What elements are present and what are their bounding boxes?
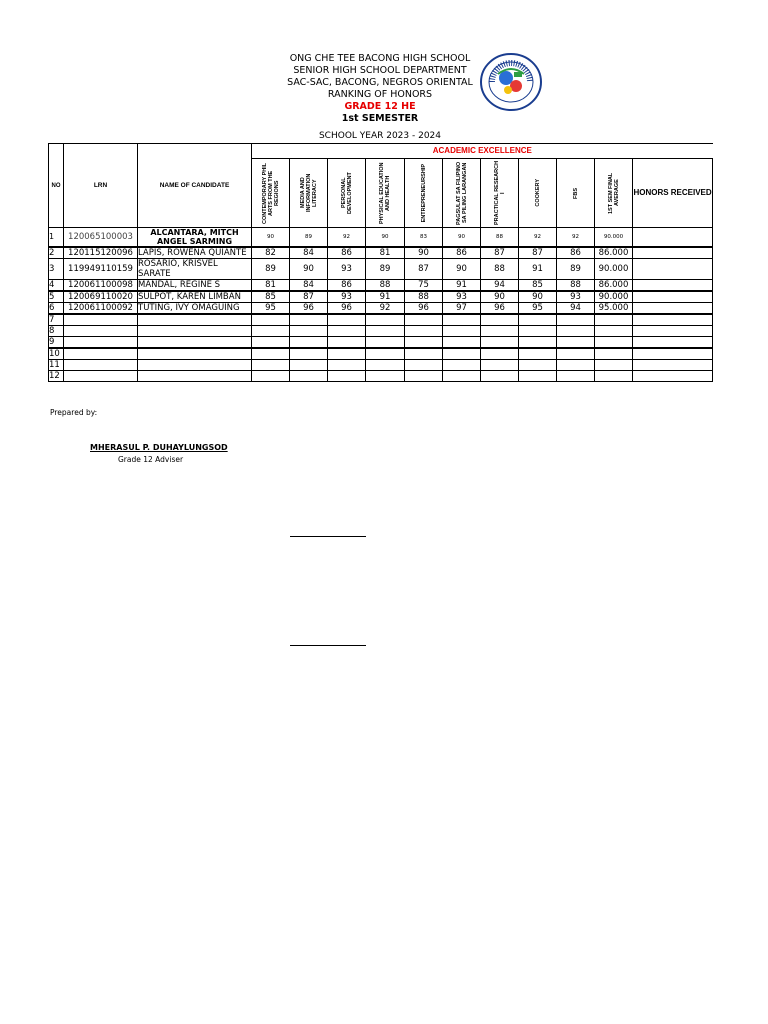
grade-cell: 88 <box>557 280 595 292</box>
candidate-name <box>138 348 252 360</box>
honors-cell <box>633 326 713 337</box>
grade-cell <box>252 314 290 326</box>
grade-cell: 90 <box>405 247 443 259</box>
candidate-name: ALCANTARA, MITCH ANGEL SARMING <box>138 228 252 248</box>
grade-cell: 83 <box>405 228 443 248</box>
row-number: 1 <box>49 228 64 248</box>
grade-cell: 86 <box>328 280 366 292</box>
grade-cell <box>252 326 290 337</box>
grade-cell: 90 <box>252 228 290 248</box>
school-header <box>250 53 510 125</box>
grade-cell: 75 <box>405 280 443 292</box>
grade-cell <box>481 314 519 326</box>
table-row <box>49 337 713 349</box>
grade-cell <box>557 360 595 371</box>
grade-cell: 93 <box>328 259 366 280</box>
adviser-role: Grade 12 Adviser <box>118 455 184 464</box>
subject-header: COOKERY <box>519 159 557 228</box>
row-number: 4 <box>49 280 64 292</box>
grade-cell: 84 <box>290 280 328 292</box>
grade-cell: 84 <box>290 247 328 259</box>
honors-cell <box>633 291 713 303</box>
row-number: 2 <box>49 247 64 259</box>
grade-cell: 96 <box>405 303 443 315</box>
grade-cell <box>366 337 405 349</box>
final-average-cell: 86.000 <box>595 280 633 292</box>
grade-cell: 88 <box>481 259 519 280</box>
grade-cell: 87 <box>481 247 519 259</box>
grade-cell <box>405 326 443 337</box>
grade-cell <box>290 337 328 349</box>
grade-cell <box>290 314 328 326</box>
final-average-cell <box>595 337 633 349</box>
grade-cell <box>366 360 405 371</box>
table-row <box>49 314 713 326</box>
grade-cell <box>366 371 405 382</box>
candidate-name: TUTING, IVY OMAGUING <box>138 303 252 315</box>
grade-cell <box>290 326 328 337</box>
subject-header: PRACTICAL RESEARCH I <box>481 159 519 228</box>
grade-cell <box>443 360 481 371</box>
final-average-cell <box>595 314 633 326</box>
grade-cell <box>290 360 328 371</box>
grade-cell <box>557 371 595 382</box>
honors-cell <box>633 314 713 326</box>
grade-cell <box>252 371 290 382</box>
grade-cell <box>290 371 328 382</box>
table-row <box>49 291 713 303</box>
grade-cell: 86 <box>443 247 481 259</box>
final-average-cell: 95.000 <box>595 303 633 315</box>
table-row <box>49 280 713 292</box>
grade-cell: 88 <box>366 280 405 292</box>
final-average-cell: 90.000 <box>595 259 633 280</box>
grade-cell: 86 <box>328 247 366 259</box>
grade-cell <box>366 326 405 337</box>
grade-cell <box>252 360 290 371</box>
candidate-name <box>138 371 252 382</box>
lrn-cell: 120061100092 <box>64 303 138 315</box>
grade-cell <box>405 360 443 371</box>
grade-cell <box>328 314 366 326</box>
candidate-name: MANDAL, REGINE S <box>138 280 252 292</box>
grade-cell <box>328 348 366 360</box>
academic-excellence-header: ACADEMIC EXCELLENCE <box>252 144 713 159</box>
school-year: SCHOOL YEAR 2023 - 2024 <box>318 131 442 141</box>
subject-header: ENTREPRENEURSHIP <box>405 159 443 228</box>
grade-cell <box>519 337 557 349</box>
table-row <box>49 371 713 382</box>
final-average-header: 1ST SEM FINAL AVERAGE <box>595 159 633 228</box>
grade-cell: 92 <box>366 303 405 315</box>
grade-cell: 92 <box>557 228 595 248</box>
table-row <box>49 348 713 360</box>
prepared-by-label: Prepared by: <box>50 408 98 417</box>
grade-cell <box>328 360 366 371</box>
row-number: 8 <box>49 326 64 337</box>
lrn-cell <box>64 360 138 371</box>
grade-cell <box>443 326 481 337</box>
lrn-cell <box>64 348 138 360</box>
subject-header: PHYSICAL EDUCATION AND HEALTH <box>366 159 405 228</box>
final-average-cell <box>595 371 633 382</box>
grade-cell: 81 <box>252 280 290 292</box>
grade-cell <box>443 314 481 326</box>
honors-received-header: HONORS RECEIVED <box>633 159 713 228</box>
grade-cell: 85 <box>519 280 557 292</box>
department: SENIOR HIGH SCHOOL DEPARTMENT <box>293 65 467 76</box>
row-number: 12 <box>49 371 64 382</box>
grade-cell: 97 <box>443 303 481 315</box>
row-number: 5 <box>49 291 64 303</box>
grade-cell: 96 <box>290 303 328 315</box>
table-row <box>49 360 713 371</box>
signature-line <box>290 536 366 537</box>
grade-cell <box>328 326 366 337</box>
col-lrn-header: LRN <box>64 144 138 228</box>
honors-cell <box>633 303 713 315</box>
final-average-cell: 86.000 <box>595 247 633 259</box>
final-average-cell <box>595 348 633 360</box>
grade-cell: 92 <box>328 228 366 248</box>
grade-cell <box>557 314 595 326</box>
signature-line <box>290 645 366 646</box>
grade-cell: 88 <box>405 291 443 303</box>
table-row <box>49 326 713 337</box>
grade-cell <box>252 348 290 360</box>
grade-cell: 92 <box>519 228 557 248</box>
grade-cell: 82 <box>252 247 290 259</box>
grade-cell <box>481 360 519 371</box>
grade-cell: 89 <box>557 259 595 280</box>
grade-cell <box>252 337 290 349</box>
grade-cell <box>519 360 557 371</box>
grade-cell: 88 <box>481 228 519 248</box>
grade-cell <box>481 337 519 349</box>
grade-cell: 87 <box>290 291 328 303</box>
subject-header: PAGSULAT SA FILIPINO SA PILING LARANGAN <box>443 159 481 228</box>
candidate-name <box>138 326 252 337</box>
candidate-name: SULPOT, KAREN LIMBAN <box>138 291 252 303</box>
grade-cell: 86 <box>557 247 595 259</box>
honors-cell <box>633 371 713 382</box>
final-average-cell: 90.000 <box>595 291 633 303</box>
lrn-cell: 120069110020 <box>64 291 138 303</box>
ranking-table <box>48 143 713 382</box>
lrn-cell <box>64 337 138 349</box>
grade-cell: 87 <box>519 247 557 259</box>
grade-cell <box>481 326 519 337</box>
grade-cell <box>405 314 443 326</box>
final-average-cell <box>595 360 633 371</box>
grade-cell <box>557 348 595 360</box>
grade-cell <box>405 371 443 382</box>
grade-cell <box>328 371 366 382</box>
grade-cell <box>519 348 557 360</box>
grade-cell: 93 <box>328 291 366 303</box>
subject-header: PERSONAL DEVELOPMENT <box>328 159 366 228</box>
lrn-cell: 120061100098 <box>64 280 138 292</box>
grade-cell <box>519 314 557 326</box>
grade-cell <box>328 337 366 349</box>
grade-cell <box>557 326 595 337</box>
grade-cell: 93 <box>557 291 595 303</box>
grade-cell: 95 <box>252 303 290 315</box>
row-number: 11 <box>49 360 64 371</box>
grade-cell <box>519 326 557 337</box>
grade-cell: 90 <box>443 228 481 248</box>
grade-cell <box>443 337 481 349</box>
grade-cell <box>290 348 328 360</box>
semester-label: 1st SEMESTER <box>341 113 419 124</box>
grade-cell: 90 <box>443 259 481 280</box>
subject-header: FBS <box>557 159 595 228</box>
grade-cell: 96 <box>481 303 519 315</box>
subject-header: MEDIA AND INFORMATION LITERACY <box>290 159 328 228</box>
col-name-header: NAME OF CANDIDATE <box>138 144 252 228</box>
deped-seal-icon <box>478 52 544 112</box>
grade-cell <box>405 348 443 360</box>
grade-cell: 81 <box>366 247 405 259</box>
grade-cell: 89 <box>290 228 328 248</box>
lrn-cell: 120065100003 <box>64 228 138 248</box>
grade-cell <box>481 371 519 382</box>
candidate-name: LAPIS, ROWENA QUIANTE <box>138 247 252 259</box>
grade-cell: 90 <box>290 259 328 280</box>
grade-cell: 89 <box>252 259 290 280</box>
candidate-name <box>138 360 252 371</box>
grade-cell: 91 <box>519 259 557 280</box>
grade-cell <box>443 348 481 360</box>
lrn-cell <box>64 314 138 326</box>
grade-cell: 96 <box>328 303 366 315</box>
honors-cell <box>633 247 713 259</box>
grade-label: GRADE 12 HE <box>344 101 416 112</box>
row-number: 6 <box>49 303 64 315</box>
grade-cell: 94 <box>481 280 519 292</box>
row-number: 10 <box>49 348 64 360</box>
grade-cell: 90 <box>366 228 405 248</box>
document-title: RANKING OF HONORS <box>327 89 433 100</box>
grade-cell: 94 <box>557 303 595 315</box>
grade-cell <box>443 371 481 382</box>
honors-cell <box>633 228 713 248</box>
grade-cell: 91 <box>366 291 405 303</box>
honors-cell <box>633 348 713 360</box>
table-row <box>49 303 713 315</box>
grade-cell: 89 <box>366 259 405 280</box>
table-row <box>49 228 713 248</box>
address: SAC-SAC, BACONG, NEGROS ORIENTAL <box>287 77 473 88</box>
grade-cell: 87 <box>405 259 443 280</box>
grade-cell <box>405 337 443 349</box>
grade-cell: 93 <box>443 291 481 303</box>
honors-cell <box>633 360 713 371</box>
row-number: 7 <box>49 314 64 326</box>
lrn-cell <box>64 371 138 382</box>
final-average-cell: 90.000 <box>595 228 633 248</box>
grade-cell: 90 <box>519 291 557 303</box>
col-no-header: NO <box>49 144 64 228</box>
grade-cell <box>519 371 557 382</box>
honors-cell <box>633 280 713 292</box>
school-name: ONG CHE TEE BACONG HIGH SCHOOL <box>289 53 471 64</box>
lrn-cell <box>64 326 138 337</box>
grade-cell: 90 <box>481 291 519 303</box>
lrn-cell: 119949110159 <box>64 259 138 280</box>
row-number: 9 <box>49 337 64 349</box>
honors-cell <box>633 337 713 349</box>
grade-cell <box>366 348 405 360</box>
grade-cell: 85 <box>252 291 290 303</box>
table-row <box>49 259 713 280</box>
honors-cell <box>633 259 713 280</box>
candidate-name <box>138 314 252 326</box>
subject-header: CONTEMPORARY PHIL ARTS FROM THE REGIONS <box>252 159 290 228</box>
adviser-name: MHERASUL P. DUHAYLUNGSOD <box>90 443 228 452</box>
grade-cell <box>557 337 595 349</box>
candidate-name: ROSARIO, KRISVEL SARATE <box>138 259 252 280</box>
grade-cell <box>481 348 519 360</box>
grade-cell <box>366 314 405 326</box>
row-number: 3 <box>49 259 64 280</box>
grade-cell: 95 <box>519 303 557 315</box>
lrn-cell: 120115120096 <box>64 247 138 259</box>
final-average-cell <box>595 326 633 337</box>
grade-cell: 91 <box>443 280 481 292</box>
table-row <box>49 247 713 259</box>
candidate-name <box>138 337 252 349</box>
